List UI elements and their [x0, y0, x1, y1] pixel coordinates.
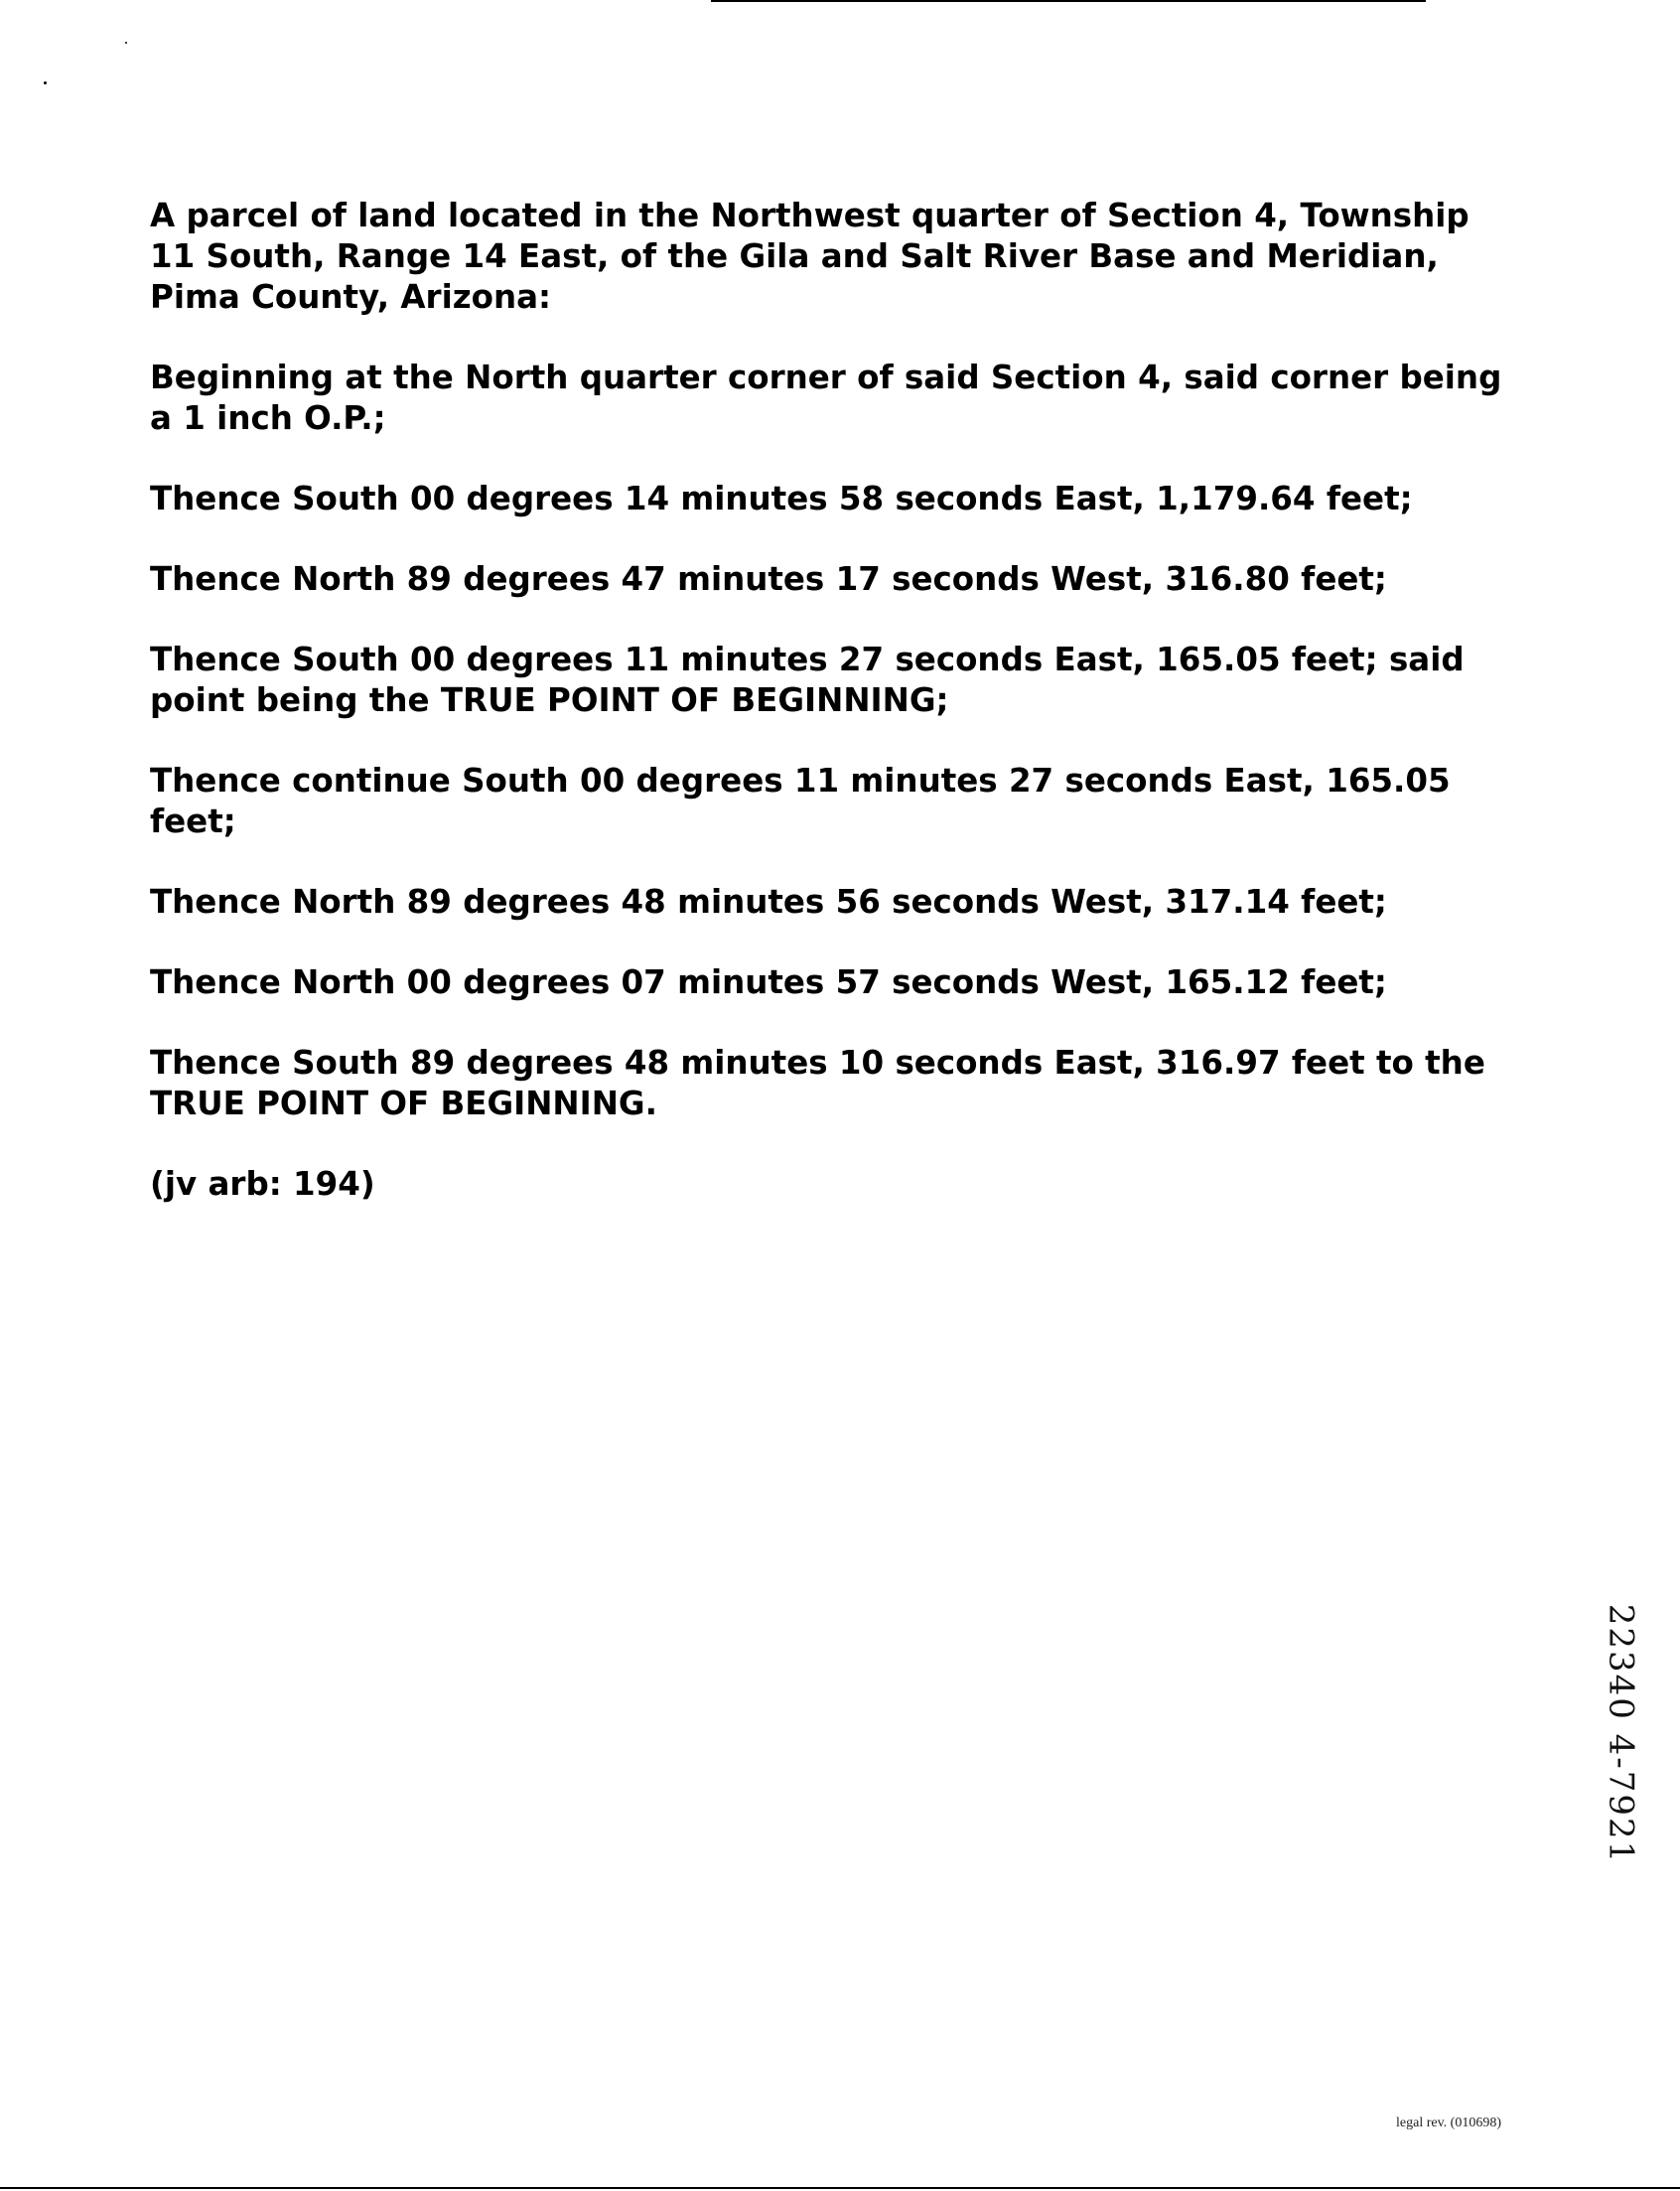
paragraph-course-7: Thence South 89 degrees 48 minutes 10 seconds East, 316.97 feet to the TRUE POINT OF BEGINNING.: [150, 1044, 1485, 1122]
bottom-border-line: [0, 2187, 1680, 2189]
paragraph-course-1: Thence South 00 degrees 14 minutes 58 seconds East, 1,179.64 feet;: [150, 480, 1413, 517]
scan-speck: [44, 81, 47, 84]
reference-note: (jv arb: 194): [150, 1165, 375, 1203]
paragraph-course-3: Thence South 00 degrees 11 minutes 27 seconds East, 165.05 feet; said point being the TRUE POINT OF BEGINNING;: [150, 641, 1465, 719]
recording-stamp: [1601, 1599, 1640, 1869]
paragraph-course-2: Thence North 89 degrees 47 minutes 17 seconds West, 316.80 feet;: [150, 560, 1387, 598]
top-border-line: [711, 0, 1426, 2]
paragraph-parcel-location: A parcel of land located in the Northwest quarter of Section 4, Township 11 South, Range 14 East, of the Gila and Salt River Base and Meridian, Pima County, Arizona:: [150, 197, 1470, 316]
paragraph-course-5: Thence North 89 degrees 48 minutes 56 seconds West, 317.14 feet;: [150, 883, 1387, 921]
paragraph-course-4: Thence continue South 00 degrees 11 minutes 27 seconds East, 165.05 feet;: [150, 762, 1451, 840]
paragraph-beginning-point: Beginning at the North quarter corner of said Section 4, said corner being a 1 inch O.P.;: [150, 359, 1502, 437]
footer-revision: legal rev. (010698): [1396, 2116, 1501, 2130]
legal-description: [150, 196, 1560, 1244]
scan-speck: [125, 42, 127, 44]
recording-stamp-number: 22340 4-7921: [1601, 1603, 1640, 1865]
paragraph-course-6: Thence North 00 degrees 07 minutes 57 seconds West, 165.12 feet;: [150, 963, 1387, 1001]
